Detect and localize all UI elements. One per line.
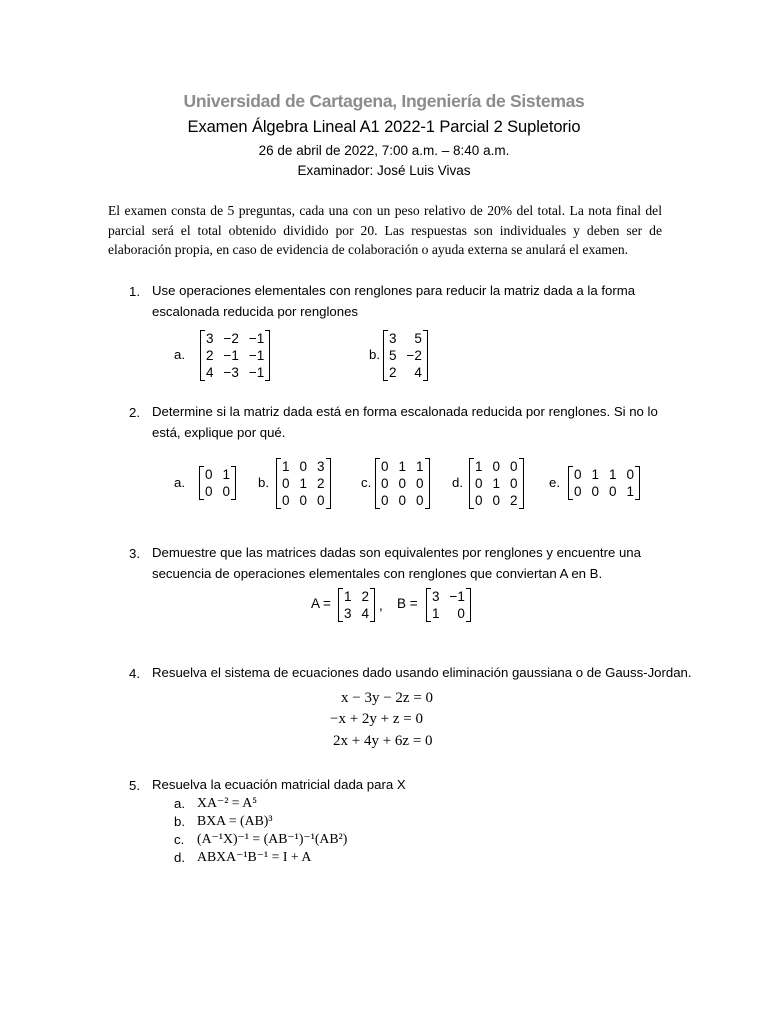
question-5-text: Resuelva la ecuación matricial dada para X	[152, 777, 406, 792]
matrix-cell: 5	[389, 348, 397, 363]
matrix-cell: 0	[222, 484, 231, 499]
question-2b-matrix	[276, 458, 331, 509]
matrix-cell: 0	[416, 476, 424, 491]
matrix-row	[282, 492, 325, 509]
question-5b-equation: BXA = (AB)³	[197, 813, 273, 828]
matrix-left-bracket	[469, 458, 474, 509]
matrix-left-bracket	[276, 458, 281, 509]
equation-1: x − 3y − 2z = 0	[341, 690, 434, 706]
question-2d-matrix	[469, 458, 524, 509]
matrix-cell: −3	[223, 365, 239, 380]
question-2b-label: b.	[258, 475, 269, 490]
matrix-cell: 0	[398, 476, 407, 491]
matrix-right-bracket	[370, 588, 375, 622]
matrix-left-bracket	[199, 466, 204, 500]
matrix-left-bracket	[200, 330, 205, 381]
question-2e-matrix	[568, 466, 640, 500]
matrix-entries	[282, 458, 325, 509]
question-1a-label: a.	[174, 347, 185, 362]
equation-2: −x + 2y + z = 0	[330, 711, 423, 727]
question-5-number: 5.	[129, 778, 140, 793]
matrix-cell: 1	[475, 459, 483, 474]
matrix-cell: 0	[626, 467, 635, 482]
matrix-row	[381, 492, 424, 509]
matrix-entries	[432, 588, 465, 622]
matrix-cell: 0	[492, 459, 501, 474]
matrix-row	[475, 475, 518, 492]
matrix-left-bracket	[568, 466, 573, 500]
matrix-cell: 0	[510, 476, 518, 491]
matrix-cell: 1	[282, 459, 290, 474]
matrix-cell: −1	[248, 365, 265, 380]
matrix-cell: 1	[416, 459, 424, 474]
matrix-cell: −1	[248, 331, 265, 346]
exam-date-time: 26 de abril de 2022, 7:00 a.m. – 8:40 a.m.	[258, 143, 510, 158]
question-3-line-2: secuencia de operaciones elementales con renglones que conviertan A en B.	[152, 565, 603, 581]
question-5c-equation: (A⁻¹X)⁻¹ = (AB⁻¹)⁻¹(AB²)	[197, 831, 348, 846]
question-1-number: 1.	[129, 284, 140, 299]
matrix-right-bracket	[326, 458, 331, 509]
matrix-cell: −2	[406, 348, 422, 363]
question-2a-matrix	[199, 466, 236, 500]
matrix-row	[475, 492, 518, 509]
matrix-cell: 1	[344, 589, 352, 604]
matrix-cell: 1	[492, 476, 501, 491]
matrix-entries	[389, 330, 422, 381]
matrix-right-bracket	[425, 458, 430, 509]
matrix-right-bracket	[423, 330, 428, 381]
matrix-cell: −1	[223, 348, 239, 363]
matrix-cell: −1	[248, 348, 265, 363]
matrix-cell: −2	[223, 331, 239, 346]
matrix-cell: 3	[344, 606, 352, 621]
matrix-row	[381, 475, 424, 492]
matrix-cell: 0	[475, 476, 483, 491]
matrix-cell: 2	[361, 589, 370, 604]
matrix-entries	[344, 588, 369, 622]
matrix-row	[206, 364, 264, 381]
matrix-row	[389, 330, 422, 347]
matrix-cell: 2	[510, 493, 518, 508]
matrix-row	[206, 347, 264, 364]
question-2d-label: d.	[452, 475, 463, 490]
matrix-row	[282, 475, 325, 492]
matrix-row	[344, 605, 369, 622]
question-2-line-2: está, explique por qué.	[152, 424, 286, 440]
matrix-right-bracket	[519, 458, 524, 509]
matrix-row	[344, 588, 369, 605]
question-1-text	[152, 281, 635, 322]
matrix-row	[432, 605, 465, 622]
matrix-left-bracket	[338, 588, 343, 622]
matrix-row	[574, 483, 634, 500]
matrix-cell: 0	[381, 459, 389, 474]
matrix-b-symbol: B =	[397, 596, 418, 611]
matrix-cell: 0	[475, 493, 483, 508]
question-5b-label: b.	[174, 814, 185, 829]
matrix-left-bracket	[426, 588, 431, 622]
question-1a-matrix	[200, 330, 270, 381]
matrix-right-bracket	[635, 466, 640, 500]
matrix-separator-comma: ,	[379, 598, 383, 613]
matrix-cell: 0	[609, 484, 617, 499]
matrix-cell: 0	[510, 459, 518, 474]
question-1b-matrix	[383, 330, 428, 381]
matrix-cell: 0	[381, 476, 389, 491]
question-1b-label: b.	[369, 347, 380, 362]
matrix-cell: 4	[414, 365, 422, 380]
matrix-row	[381, 458, 424, 475]
matrix-cell: 1	[609, 467, 617, 482]
matrix-row	[432, 588, 465, 605]
matrix-row	[389, 347, 422, 364]
question-3-line-1: Demuestre que las matrices dadas son equivalentes por renglones y encuentre una	[152, 545, 641, 560]
matrix-cell: 4	[361, 606, 370, 621]
matrix-row	[389, 364, 422, 381]
question-5a-label: a.	[174, 796, 185, 811]
matrix-left-bracket	[383, 330, 388, 381]
question-2c-label: c.	[361, 475, 372, 490]
matrix-cell: 0	[299, 459, 308, 474]
matrix-cell: 2	[317, 476, 325, 491]
matrix-cell: 0	[205, 484, 213, 499]
question-2-number: 2.	[129, 405, 140, 420]
matrix-cell: −1	[449, 589, 465, 604]
matrix-cell: 3	[389, 331, 397, 346]
matrix-cell: 3	[317, 459, 325, 474]
matrix-cell: 0	[282, 493, 290, 508]
matrix-entries	[574, 466, 634, 500]
matrix-a-symbol: A =	[311, 596, 331, 611]
matrix-cell: 1	[432, 606, 440, 621]
matrix-entries	[475, 458, 518, 509]
matrix-cell: 1	[299, 476, 308, 491]
matrix-cell: 1	[591, 467, 600, 482]
matrix-cell: 0	[205, 467, 213, 482]
matrix-cell: 0	[492, 493, 501, 508]
question-5d-equation: ABXA⁻¹B⁻¹ = I + A	[197, 849, 312, 864]
matrix-cell: 0	[574, 467, 582, 482]
matrix-right-bracket	[466, 588, 471, 622]
matrix-cell: 1	[398, 459, 407, 474]
matrix-row	[205, 466, 230, 483]
matrix-row	[282, 458, 325, 475]
question-2-text	[152, 402, 658, 443]
question-2-line-1: Determine si la matriz dada está en forma escalonada reducida por renglones. Si no lo	[152, 404, 658, 419]
matrix-cell: 1	[222, 467, 231, 482]
question-5a-equation: XA⁻² = A⁵	[197, 795, 258, 810]
matrix-right-bracket	[265, 330, 270, 381]
question-3-number: 3.	[129, 546, 140, 561]
exam-title: Examen Álgebra Lineal A1 2022-1 Parcial 2 Supletorio	[187, 118, 581, 136]
matrix-cell: 0	[457, 606, 465, 621]
matrix-cell: 0	[591, 484, 600, 499]
question-3-text	[152, 543, 641, 584]
university-title: Universidad de Cartagena, Ingeniería de Sistemas	[183, 91, 585, 111]
matrix-cell: 0	[398, 493, 407, 508]
matrix-cell: 3	[206, 331, 214, 346]
question-5c-label: c.	[174, 832, 185, 847]
matrix-cell: 4	[206, 365, 214, 380]
question-5d-label: d.	[174, 850, 185, 865]
matrix-entries	[205, 466, 230, 500]
matrix-right-bracket	[231, 466, 236, 500]
matrix-cell: 0	[574, 484, 582, 499]
matrix-row	[205, 483, 230, 500]
matrix-cell: 1	[626, 484, 635, 499]
question-3-matrix-a	[338, 588, 375, 622]
matrix-row	[206, 330, 264, 347]
matrix-left-bracket	[375, 458, 380, 509]
matrix-cell: 0	[299, 493, 308, 508]
matrix-cell: 5	[414, 331, 422, 346]
matrix-cell: 2	[206, 348, 214, 363]
matrix-cell: 3	[432, 589, 440, 604]
question-2c-matrix	[375, 458, 430, 509]
matrix-cell: 0	[282, 476, 290, 491]
intro-paragraph: El examen consta de 5 preguntas, cada una con un peso relativo de 20% del total. La nota final del parcial será el total obtenido dividido por 20. Las respuestas son individuales y deben ser de elaboración propia, en caso de evidencia de colaboración o ayuda externa se anulará el examen.	[108, 203, 662, 257]
question-2a-label: a.	[174, 475, 185, 490]
question-1-line-1: Use operaciones elementales con renglones para reducir la matriz dada a la forma	[152, 283, 636, 298]
matrix-cell: 2	[389, 365, 397, 380]
question-4-text: Resuelva el sistema de ecuaciones dado usando eliminación gaussiana o de Gauss-Jordan.	[152, 665, 692, 680]
matrix-row	[475, 458, 518, 475]
equation-3: 2x + 4y + 6z = 0	[333, 733, 433, 749]
question-1-line-2: escalonada reducida por renglones	[152, 303, 359, 319]
question-2e-label: e.	[549, 475, 560, 490]
question-4-number: 4.	[129, 666, 140, 681]
matrix-cell: 0	[416, 493, 424, 508]
question-3-matrix-b	[426, 588, 471, 622]
examiner: Examinador: José Luis Vivas	[297, 163, 471, 178]
matrix-cell: 0	[317, 493, 325, 508]
matrix-row	[574, 466, 634, 483]
matrix-cell: 0	[381, 493, 389, 508]
matrix-entries	[206, 330, 264, 381]
matrix-entries	[381, 458, 424, 509]
